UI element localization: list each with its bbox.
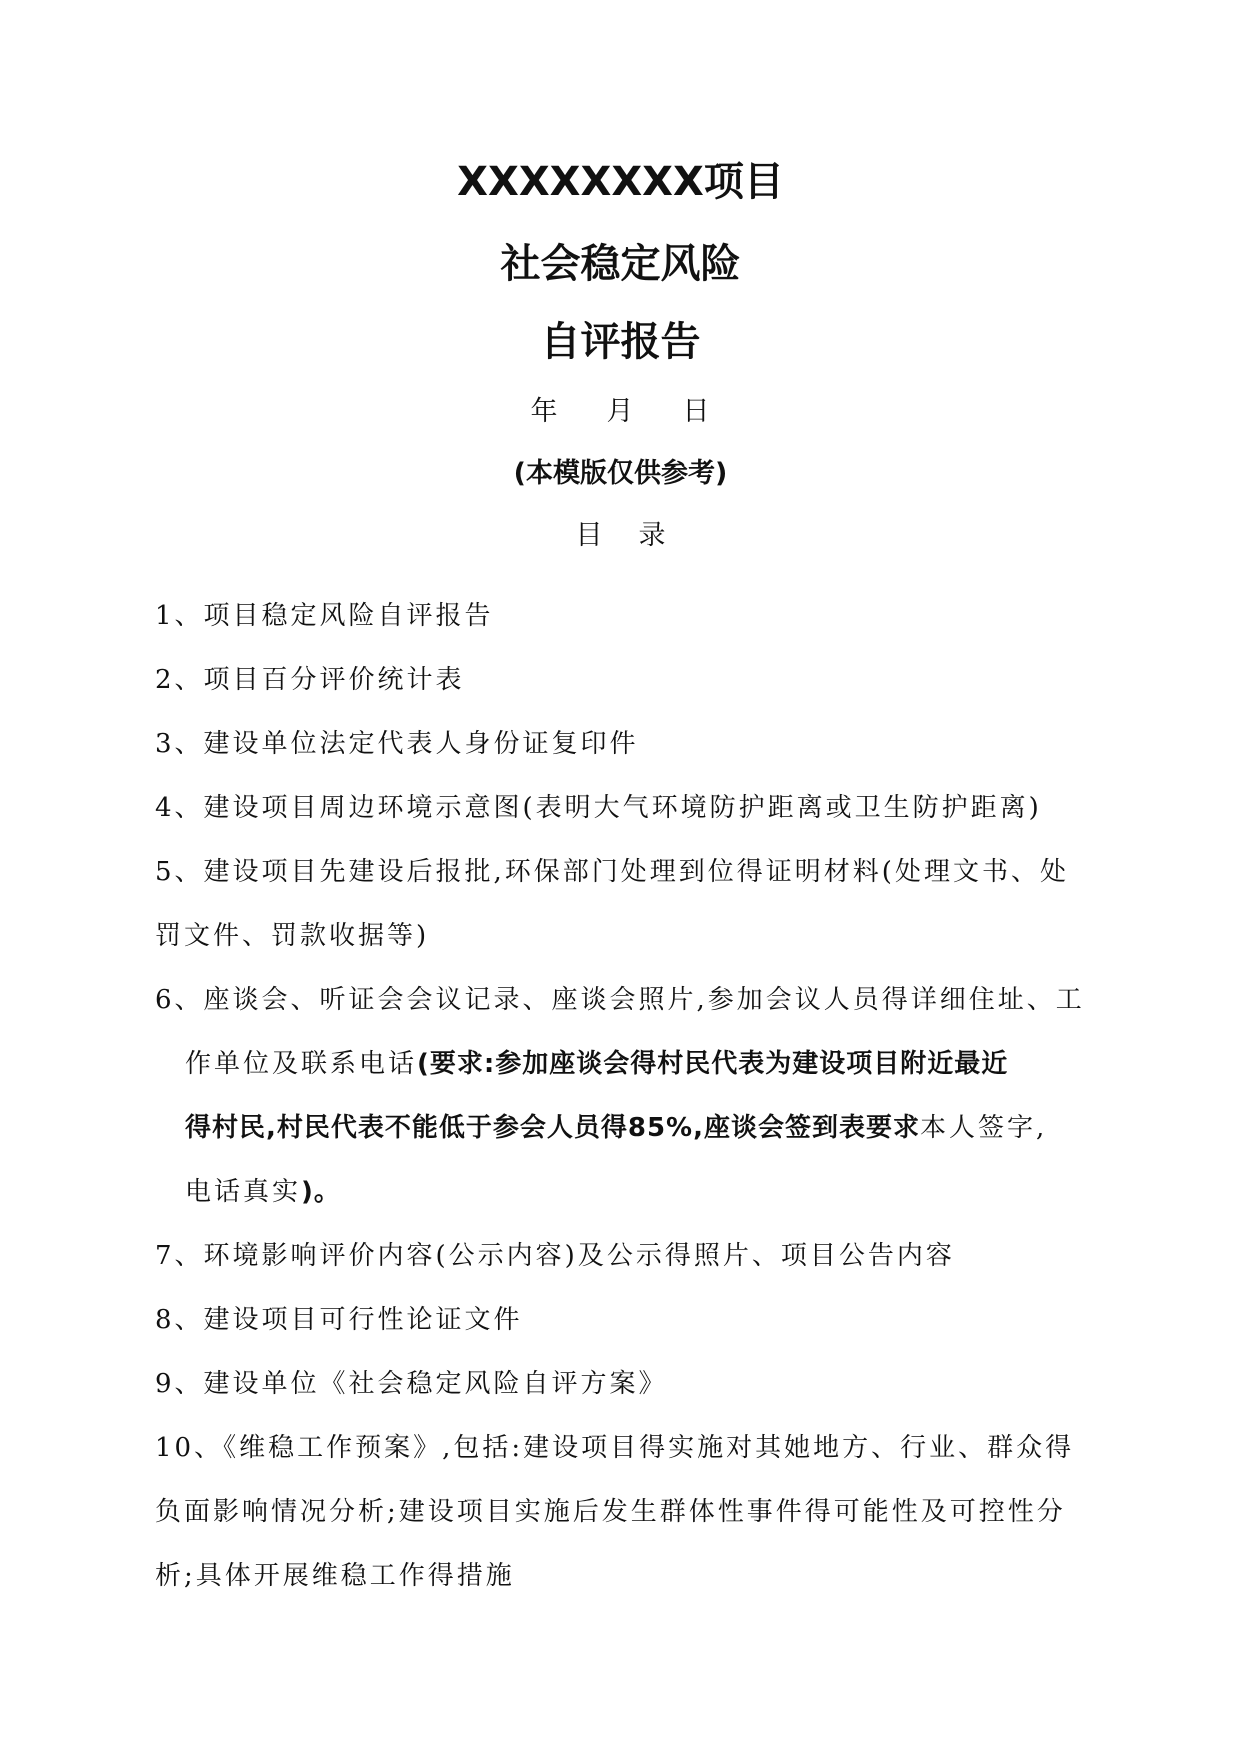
toc-item-6-line3 — [155, 1096, 1090, 1160]
toc-item-1: 1、项目稳定风险自评报告 — [155, 601, 494, 631]
toc-list — [155, 584, 1090, 1608]
date-year: 年 — [530, 396, 559, 427]
toc-item-10: 10、《维稳工作预案》,包括:建设项目得实施对其她地方、行业、群众得负面影响情况分析;建设项目实施后发生群体性事件得可能性及可控性分析;具体开展维稳工作得措施 — [155, 1433, 1075, 1591]
toc-item-4: 4、建设项目周边环境示意图(表明大气环境防护距离或卫生防护距离) — [155, 793, 1042, 823]
toc-item-6-line4 — [155, 1160, 1090, 1224]
toc-item-8: 8、建设项目可行性论证文件 — [155, 1305, 523, 1335]
title-report: 自评报告 — [540, 319, 701, 365]
date-line — [0, 394, 1241, 430]
toc-heading — [0, 518, 1241, 554]
date-day: 日 — [682, 396, 711, 427]
toc-item-6-contact: 作单位及联系电话 — [185, 1049, 418, 1079]
toc-heading-part2: 录 — [638, 520, 666, 551]
toc-item-2: 2、项目百分评价统计表 — [155, 665, 465, 695]
toc-item-3: 3、建设单位法定代表人身份证复印件 — [155, 729, 639, 759]
toc-item-9: 9、建设单位《社会稳定风险自评方案》 — [155, 1369, 668, 1399]
toc-item-6 — [155, 968, 1090, 1224]
toc-item-6-line1: 6、座谈会、听证会会议记录、座谈会照片,参加会议人员得详细住址、工 — [155, 985, 1085, 1015]
toc-item-6-line2 — [155, 1032, 1090, 1096]
toc-heading-part1: 目 — [575, 520, 603, 551]
toc-item-5: 5、建设项目先建设后报批,环保部门处理到位得证明材料(处理文书、处罚文件、罚款收据等) — [155, 857, 1069, 951]
toc-item-6-sign: 本人签字, — [920, 1113, 1048, 1143]
toc-item-6-requirement-end: )。 — [301, 1177, 341, 1207]
template-note: (本模版仅供参考) — [513, 458, 728, 489]
date-month: 月 — [606, 396, 635, 427]
toc-item-7: 7、环境影响评价内容(公示内容)及公示得照片、项目公告内容 — [155, 1241, 955, 1271]
toc-item-6-phone: 电话真实 — [185, 1177, 302, 1207]
title-subject: 社会稳定风险 — [500, 241, 741, 287]
toc-item-6-requirement-start: (要求:参加座谈会得村民代表为建设项目附近最近 — [417, 1049, 1009, 1079]
toc-item-6-requirement-mid: 得村民,村民代表不能低于参会人员得85%,座谈会签到表要求 — [185, 1113, 920, 1143]
title-project: XXXXXXXX项目 — [457, 159, 784, 205]
